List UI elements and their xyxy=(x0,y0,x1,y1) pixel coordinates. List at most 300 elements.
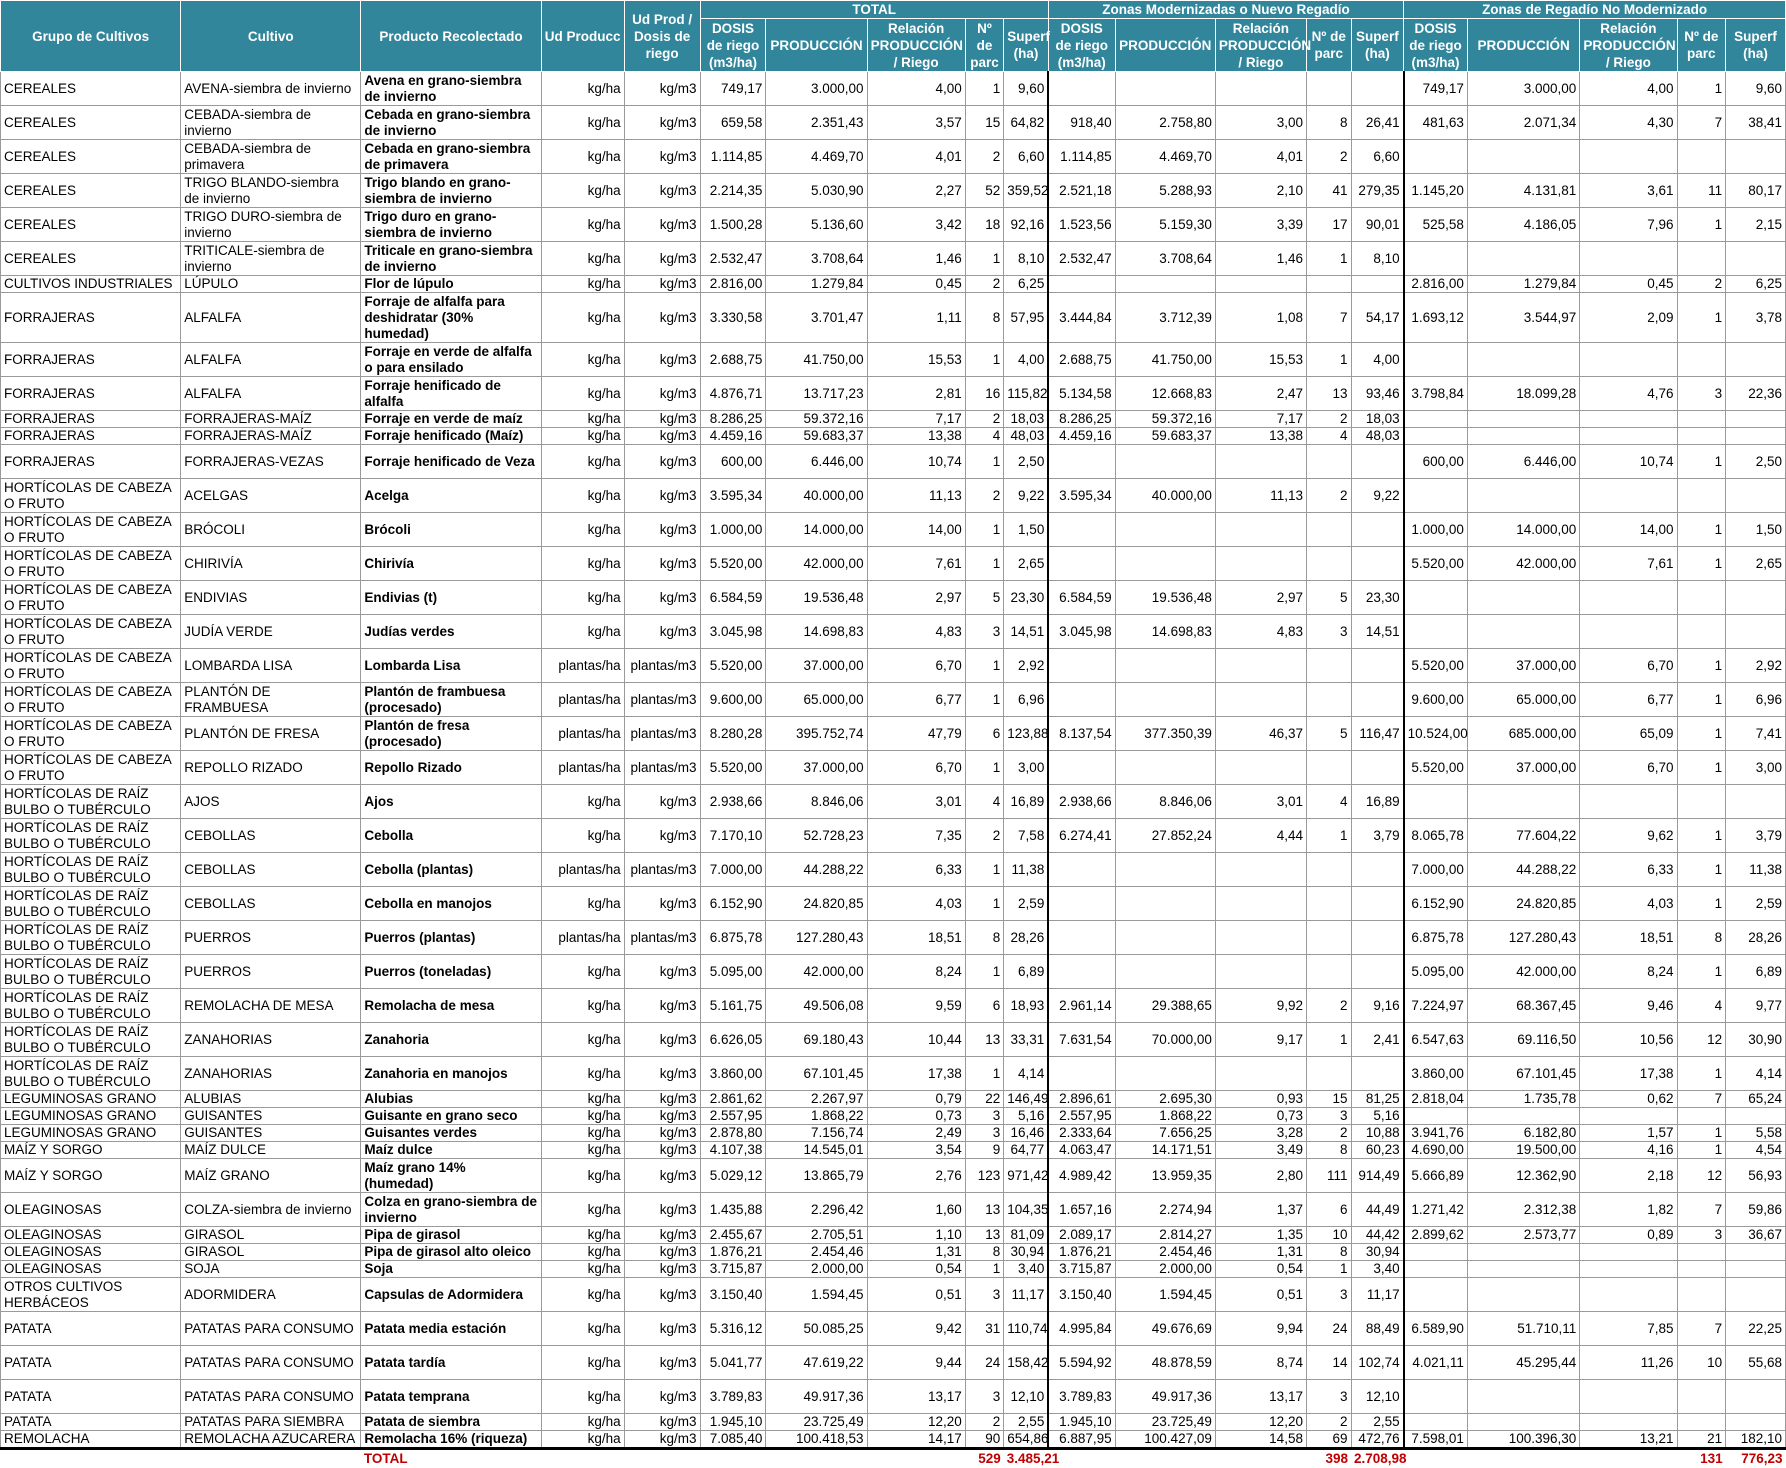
cell-modernizadas-relacion: 1,37 xyxy=(1215,1193,1306,1227)
cell-no-modernizado-produccion: 37.000,00 xyxy=(1467,751,1579,785)
cell-total-num-parc: 4 xyxy=(965,785,1003,819)
cell-no-modernizado-superf: 182,10 xyxy=(1726,1431,1786,1449)
cell-total-produccion: 2.454,46 xyxy=(766,1244,867,1261)
cell-cultivo: BRÓCOLI xyxy=(181,513,361,547)
cell-no-modernizado-num-parc xyxy=(1677,785,1726,819)
cell-total-num-parc: 24 xyxy=(965,1346,1003,1380)
cell-producto: Forraje henificado de Veza xyxy=(361,445,541,479)
cell-no-modernizado-num-parc: 1 xyxy=(1677,819,1726,853)
cell-no-modernizado-dosis: 1.693,12 xyxy=(1404,293,1468,343)
cell-ud-produccion: kg/ha xyxy=(541,819,624,853)
cell-no-modernizado-superf: 11,38 xyxy=(1726,853,1786,887)
cell-no-modernizado-relacion: 1,82 xyxy=(1580,1193,1677,1227)
cell-total-num-parc: 90 xyxy=(965,1431,1003,1449)
cell-modernizadas-produccion: 27.852,24 xyxy=(1115,819,1215,853)
cell-modernizadas-dosis: 5.134,58 xyxy=(1048,377,1115,411)
cell-cultivo: ACELGAS xyxy=(181,479,361,513)
cell-no-modernizado-relacion: 7,61 xyxy=(1580,547,1677,581)
cell-total-dosis: 3.715,87 xyxy=(700,1261,766,1278)
cell-producto: Avena en grano-siembra de invierno xyxy=(361,72,541,106)
cell-total-relacion: 13,38 xyxy=(867,428,965,445)
cell-cultivo: CEBOLLAS xyxy=(181,887,361,921)
cell-grupo: CEREALES xyxy=(1,174,181,208)
cell-no-modernizado-relacion: 7,96 xyxy=(1580,208,1677,242)
cell-total-superf: 158,42 xyxy=(1004,1346,1049,1380)
cell-modernizadas-num-parc: 4 xyxy=(1306,785,1351,819)
cell-modernizadas-dosis xyxy=(1048,887,1115,921)
cell-total-num-parc: 6 xyxy=(965,989,1003,1023)
cell-total-relacion: 10,74 xyxy=(867,445,965,479)
cell-producto: Cebolla xyxy=(361,819,541,853)
cell-no-modernizado-superf xyxy=(1726,1380,1786,1414)
cell-total-num-parc: 2 xyxy=(965,140,1003,174)
cell-total-superf: 2,59 xyxy=(1004,887,1049,921)
cell-modernizadas-superf xyxy=(1351,513,1404,547)
cell-no-modernizado-relacion: 13,21 xyxy=(1580,1431,1677,1449)
cell-producto: Patata tardía xyxy=(361,1346,541,1380)
cell-no-modernizado-num-parc: 1 xyxy=(1677,513,1726,547)
cell-modernizadas-superf: 9,16 xyxy=(1351,989,1404,1023)
cell-modernizadas-dosis: 2.333,64 xyxy=(1048,1125,1115,1142)
cell-no-modernizado-num-parc: 11 xyxy=(1677,174,1726,208)
cell-modernizadas-superf: 18,03 xyxy=(1351,411,1404,428)
cell-modernizadas-num-parc: 10 xyxy=(1306,1227,1351,1244)
cell-ud-dosis: kg/m3 xyxy=(624,1312,700,1346)
cell-modernizadas-dosis: 2.896,61 xyxy=(1048,1091,1115,1108)
cell-modernizadas-num-parc: 1 xyxy=(1306,343,1351,377)
cell-modernizadas-relacion: 3,28 xyxy=(1215,1125,1306,1142)
cell-total-relacion: 3,54 xyxy=(867,1142,965,1159)
cell-total-produccion: 69.180,43 xyxy=(766,1023,867,1057)
cell-total-relacion: 4,03 xyxy=(867,887,965,921)
cell-modernizadas-dosis: 7.631,54 xyxy=(1048,1023,1115,1057)
cell-producto: Endivias (t) xyxy=(361,581,541,615)
cell-modernizadas-superf: 8,10 xyxy=(1351,242,1404,276)
cell-ud-produccion: kg/ha xyxy=(541,1244,624,1261)
cell-modernizadas-produccion: 12.668,83 xyxy=(1115,377,1215,411)
cell-total-produccion: 2.351,43 xyxy=(766,106,867,140)
cell-ud-dosis: kg/m3 xyxy=(624,1431,700,1449)
table-row xyxy=(1,785,1786,819)
cell-ud-dosis: kg/m3 xyxy=(624,276,700,293)
cell-modernizadas-dosis: 3.595,34 xyxy=(1048,479,1115,513)
cell-modernizadas-dosis xyxy=(1048,683,1115,717)
cell-ud-dosis: plantas/m3 xyxy=(624,853,700,887)
cell-total-dosis: 1.945,10 xyxy=(700,1414,766,1431)
cell-total-dosis: 7.170,10 xyxy=(700,819,766,853)
cell-grupo: FORRAJERAS xyxy=(1,377,181,411)
cell-modernizadas-produccion: 1.868,22 xyxy=(1115,1108,1215,1125)
cell-total-superf: 6,25 xyxy=(1004,276,1049,293)
cell-modernizadas-num-parc: 15 xyxy=(1306,1091,1351,1108)
cell-modernizadas-dosis xyxy=(1048,276,1115,293)
cell-no-modernizado-num-parc: 1 xyxy=(1677,72,1726,106)
cell-modernizadas-produccion: 2.814,27 xyxy=(1115,1227,1215,1244)
cell-cultivo: FORRAJERAS-MAÍZ xyxy=(181,428,361,445)
cell-no-modernizado-produccion xyxy=(1467,242,1579,276)
cell-no-modernizado-dosis: 5.520,00 xyxy=(1404,649,1468,683)
cell-modernizadas-produccion xyxy=(1115,921,1215,955)
cell-no-modernizado-num-parc xyxy=(1677,1108,1726,1125)
cell-total-num-parc: 3 xyxy=(965,1125,1003,1142)
cell-producto: Cebolla (plantas) xyxy=(361,853,541,887)
cell-no-modernizado-dosis: 2.818,04 xyxy=(1404,1091,1468,1108)
cell-total-dosis: 6.584,59 xyxy=(700,581,766,615)
cell-total-num-parc: 15 xyxy=(965,106,1003,140)
cell-total-produccion: 4.469,70 xyxy=(766,140,867,174)
cell-ud-dosis: kg/m3 xyxy=(624,1261,700,1278)
table-row xyxy=(1,887,1786,921)
cell-no-modernizado-num-parc: 1 xyxy=(1677,445,1726,479)
cell-total-num-parc: 8 xyxy=(965,921,1003,955)
cell-total-superf: 6,60 xyxy=(1004,140,1049,174)
cell-no-modernizado-num-parc xyxy=(1677,242,1726,276)
cell-total-produccion: 41.750,00 xyxy=(766,343,867,377)
cell-modernizadas-num-parc: 6 xyxy=(1306,1193,1351,1227)
cell-no-modernizado-dosis xyxy=(1404,785,1468,819)
cell-total-num-parc: 13 xyxy=(965,1193,1003,1227)
cell-no-modernizado-dosis xyxy=(1404,343,1468,377)
modernizadas-total-superf: 2.708,98 xyxy=(1351,1449,1404,1468)
cell-ud-dosis: kg/m3 xyxy=(624,615,700,649)
subheader-no-modernizado-num-parc: Nº de parc xyxy=(1677,19,1726,72)
cell-ud-produccion: kg/ha xyxy=(541,513,624,547)
cell-total-num-parc: 22 xyxy=(965,1091,1003,1108)
cell-ud-produccion: plantas/ha xyxy=(541,751,624,785)
table-row xyxy=(1,1261,1786,1278)
cell-no-modernizado-produccion: 2.312,38 xyxy=(1467,1193,1579,1227)
cell-grupo: HORTÍCOLAS DE RAÍZ BULBO O TUBÉRCULO xyxy=(1,853,181,887)
cell-grupo: CEREALES xyxy=(1,106,181,140)
cell-no-modernizado-produccion: 18.099,28 xyxy=(1467,377,1579,411)
cell-no-modernizado-superf: 4,54 xyxy=(1726,1142,1786,1159)
cell-no-modernizado-dosis: 8.065,78 xyxy=(1404,819,1468,853)
cell-total-superf: 359,52 xyxy=(1004,174,1049,208)
cell-total-superf: 33,31 xyxy=(1004,1023,1049,1057)
cell-no-modernizado-superf xyxy=(1726,343,1786,377)
cell-producto: Patata de siembra xyxy=(361,1414,541,1431)
table-row xyxy=(1,1091,1786,1108)
cell-no-modernizado-superf: 80,17 xyxy=(1726,174,1786,208)
cell-no-modernizado-superf: 9,77 xyxy=(1726,989,1786,1023)
cell-modernizadas-produccion: 5.288,93 xyxy=(1115,174,1215,208)
cell-modernizadas-relacion: 3,39 xyxy=(1215,208,1306,242)
cell-total-produccion: 395.752,74 xyxy=(766,717,867,751)
cell-producto: Maíz dulce xyxy=(361,1142,541,1159)
cell-total-dosis: 5.041,77 xyxy=(700,1346,766,1380)
cell-no-modernizado-num-parc: 12 xyxy=(1677,1023,1726,1057)
cell-no-modernizado-num-parc: 1 xyxy=(1677,1057,1726,1091)
cell-no-modernizado-produccion xyxy=(1467,1244,1579,1261)
cell-modernizadas-superf: 3,40 xyxy=(1351,1261,1404,1278)
cell-grupo: CEREALES xyxy=(1,140,181,174)
cell-grupo: CEREALES xyxy=(1,208,181,242)
cell-modernizadas-superf: 12,10 xyxy=(1351,1380,1404,1414)
cell-no-modernizado-num-parc: 1 xyxy=(1677,547,1726,581)
cell-total-num-parc: 1 xyxy=(965,887,1003,921)
cell-no-modernizado-relacion: 4,16 xyxy=(1580,1142,1677,1159)
cell-modernizadas-produccion xyxy=(1115,445,1215,479)
cell-modernizadas-superf: 44,49 xyxy=(1351,1193,1404,1227)
cell-no-modernizado-dosis: 2.816,00 xyxy=(1404,276,1468,293)
cell-total-num-parc: 1 xyxy=(965,445,1003,479)
cell-modernizadas-superf: 6,60 xyxy=(1351,140,1404,174)
cell-producto: Puerros (toneladas) xyxy=(361,955,541,989)
table-row xyxy=(1,293,1786,343)
header-modernizadas-group: Zonas Modernizadas o Nuevo Regadío xyxy=(1048,1,1403,19)
cell-no-modernizado-produccion: 51.710,11 xyxy=(1467,1312,1579,1346)
cell-total-produccion: 24.820,85 xyxy=(766,887,867,921)
cell-no-modernizado-num-parc xyxy=(1677,343,1726,377)
cell-no-modernizado-superf: 2,15 xyxy=(1726,208,1786,242)
cell-modernizadas-superf: 90,01 xyxy=(1351,208,1404,242)
cell-no-modernizado-produccion: 42.000,00 xyxy=(1467,547,1579,581)
cell-modernizadas-superf xyxy=(1351,1057,1404,1091)
cell-no-modernizado-produccion: 65.000,00 xyxy=(1467,683,1579,717)
cell-total-produccion: 50.085,25 xyxy=(766,1312,867,1346)
cell-modernizadas-relacion xyxy=(1215,513,1306,547)
cell-cultivo: COLZA-siembra de invierno xyxy=(181,1193,361,1227)
cell-modernizadas-num-parc xyxy=(1306,751,1351,785)
cell-ud-dosis: kg/m3 xyxy=(624,1414,700,1431)
cell-cultivo: MAÍZ DULCE xyxy=(181,1142,361,1159)
table-row xyxy=(1,1431,1786,1449)
cell-ud-produccion: kg/ha xyxy=(541,106,624,140)
cell-total-superf: 57,95 xyxy=(1004,293,1049,343)
cell-no-modernizado-num-parc xyxy=(1677,428,1726,445)
cell-modernizadas-relacion xyxy=(1215,751,1306,785)
cell-total-superf: 81,09 xyxy=(1004,1227,1049,1244)
cell-modernizadas-relacion: 8,74 xyxy=(1215,1346,1306,1380)
cell-ud-produccion: kg/ha xyxy=(541,1193,624,1227)
cell-modernizadas-superf: 16,89 xyxy=(1351,785,1404,819)
cell-no-modernizado-superf xyxy=(1726,1278,1786,1312)
cell-ud-produccion: kg/ha xyxy=(541,1057,624,1091)
cell-total-dosis: 4.459,16 xyxy=(700,428,766,445)
cell-modernizadas-produccion xyxy=(1115,513,1215,547)
cell-modernizadas-num-parc: 5 xyxy=(1306,581,1351,615)
cell-no-modernizado-superf: 22,36 xyxy=(1726,377,1786,411)
cell-cultivo: GUISANTES xyxy=(181,1108,361,1125)
cell-grupo: MAÍZ Y SORGO xyxy=(1,1142,181,1159)
subheader-modernizadas-superf: Superf (ha) xyxy=(1351,19,1404,72)
cell-modernizadas-num-parc: 111 xyxy=(1306,1159,1351,1193)
cell-no-modernizado-superf: 3,78 xyxy=(1726,293,1786,343)
cell-total-dosis: 3.860,00 xyxy=(700,1057,766,1091)
cell-ud-dosis: kg/m3 xyxy=(624,1227,700,1244)
cell-total-relacion: 0,54 xyxy=(867,1261,965,1278)
cell-no-modernizado-relacion: 6,70 xyxy=(1580,649,1677,683)
cell-no-modernizado-produccion: 45.295,44 xyxy=(1467,1346,1579,1380)
cell-modernizadas-superf: 81,25 xyxy=(1351,1091,1404,1108)
cell-modernizadas-relacion: 0,93 xyxy=(1215,1091,1306,1108)
cell-no-modernizado-superf xyxy=(1726,1261,1786,1278)
cell-modernizadas-superf: 4,00 xyxy=(1351,343,1404,377)
cell-modernizadas-dosis: 6.887,95 xyxy=(1048,1431,1115,1449)
cell-modernizadas-dosis xyxy=(1048,921,1115,955)
cell-modernizadas-relacion: 9,17 xyxy=(1215,1023,1306,1057)
cell-total-produccion: 49.506,08 xyxy=(766,989,867,1023)
cell-total-relacion: 3,01 xyxy=(867,785,965,819)
cell-total-produccion: 2.267,97 xyxy=(766,1091,867,1108)
cell-ud-produccion: kg/ha xyxy=(541,581,624,615)
subheader-modernizadas-relacion: Relación PRODUCCIÓN / Riego xyxy=(1215,19,1306,72)
cell-cultivo: ZANAHORIAS xyxy=(181,1023,361,1057)
cell-total-superf: 48,03 xyxy=(1004,428,1049,445)
subheader-modernizadas-dosis: DOSIS de riego (m3/ha) xyxy=(1048,19,1115,72)
cell-cultivo: ALUBIAS xyxy=(181,1091,361,1108)
cell-producto: Forraje henificado (Maíz) xyxy=(361,428,541,445)
cell-cultivo: PUERROS xyxy=(181,921,361,955)
cell-modernizadas-dosis: 3.444,84 xyxy=(1048,293,1115,343)
cell-no-modernizado-produccion xyxy=(1467,1380,1579,1414)
cell-no-modernizado-relacion: 9,46 xyxy=(1580,989,1677,1023)
cell-cultivo: AVENA-siembra de invierno xyxy=(181,72,361,106)
table-row xyxy=(1,377,1786,411)
cell-total-relacion: 8,24 xyxy=(867,955,965,989)
cell-modernizadas-dosis: 1.657,16 xyxy=(1048,1193,1115,1227)
cell-modernizadas-produccion xyxy=(1115,853,1215,887)
cell-modernizadas-produccion: 377.350,39 xyxy=(1115,717,1215,751)
cell-total-relacion: 11,13 xyxy=(867,479,965,513)
cell-no-modernizado-dosis: 749,17 xyxy=(1404,72,1468,106)
cell-cultivo: PATATAS PARA CONSUMO xyxy=(181,1312,361,1346)
cell-modernizadas-num-parc: 2 xyxy=(1306,989,1351,1023)
cell-grupo: OTROS CULTIVOS HERBÁCEOS xyxy=(1,1278,181,1312)
cell-modernizadas-num-parc xyxy=(1306,853,1351,887)
cell-total-dosis: 5.520,00 xyxy=(700,547,766,581)
cell-grupo: REMOLACHA xyxy=(1,1431,181,1449)
cell-modernizadas-num-parc: 7 xyxy=(1306,293,1351,343)
cell-no-modernizado-produccion xyxy=(1467,411,1579,428)
cell-no-modernizado-num-parc: 1 xyxy=(1677,751,1726,785)
cell-modernizadas-dosis: 2.521,18 xyxy=(1048,174,1115,208)
cell-modernizadas-produccion: 14.171,51 xyxy=(1115,1142,1215,1159)
cell-modernizadas-num-parc: 1 xyxy=(1306,242,1351,276)
cell-modernizadas-produccion: 41.750,00 xyxy=(1115,343,1215,377)
cell-modernizadas-relacion xyxy=(1215,887,1306,921)
cell-modernizadas-produccion xyxy=(1115,887,1215,921)
cell-total-num-parc: 2 xyxy=(965,819,1003,853)
cell-modernizadas-produccion xyxy=(1115,649,1215,683)
cell-modernizadas-superf: 2,55 xyxy=(1351,1414,1404,1431)
cell-modernizadas-dosis: 4.995,84 xyxy=(1048,1312,1115,1346)
cell-modernizadas-superf: 60,23 xyxy=(1351,1142,1404,1159)
cell-modernizadas-num-parc: 14 xyxy=(1306,1346,1351,1380)
cell-no-modernizado-superf: 22,25 xyxy=(1726,1312,1786,1346)
cell-total-produccion: 2.000,00 xyxy=(766,1261,867,1278)
cell-total-produccion: 14.545,01 xyxy=(766,1142,867,1159)
cell-no-modernizado-produccion: 77.604,22 xyxy=(1467,819,1579,853)
cell-total-superf: 6,96 xyxy=(1004,683,1049,717)
cell-modernizadas-num-parc: 8 xyxy=(1306,106,1351,140)
cell-modernizadas-dosis: 918,40 xyxy=(1048,106,1115,140)
cell-total-dosis: 749,17 xyxy=(700,72,766,106)
cell-ud-produccion: kg/ha xyxy=(541,276,624,293)
table-row xyxy=(1,208,1786,242)
cell-total-produccion: 47.619,22 xyxy=(766,1346,867,1380)
cell-total-superf: 2,55 xyxy=(1004,1414,1049,1431)
cell-no-modernizado-produccion: 3.000,00 xyxy=(1467,72,1579,106)
cell-ud-produccion: kg/ha xyxy=(541,293,624,343)
cell-total-superf: 123,88 xyxy=(1004,717,1049,751)
cell-modernizadas-produccion: 59.372,16 xyxy=(1115,411,1215,428)
cell-modernizadas-num-parc: 2 xyxy=(1306,411,1351,428)
cell-no-modernizado-num-parc xyxy=(1677,140,1726,174)
cell-ud-produccion: kg/ha xyxy=(541,547,624,581)
cell-no-modernizado-superf: 1,50 xyxy=(1726,513,1786,547)
cell-no-modernizado-produccion xyxy=(1467,1278,1579,1312)
cell-ud-dosis: kg/m3 xyxy=(624,547,700,581)
cell-total-dosis: 4.876,71 xyxy=(700,377,766,411)
cell-modernizadas-superf: 11,17 xyxy=(1351,1278,1404,1312)
cell-modernizadas-relacion xyxy=(1215,72,1306,106)
cell-grupo: HORTÍCOLAS DE CABEZA O FRUTO xyxy=(1,717,181,751)
cell-modernizadas-superf: 3,79 xyxy=(1351,819,1404,853)
cell-ud-dosis: kg/m3 xyxy=(624,1125,700,1142)
cell-cultivo: TRIGO BLANDO-siembra de invierno xyxy=(181,174,361,208)
cell-modernizadas-relacion: 3,01 xyxy=(1215,785,1306,819)
modernizadas-total-num-parc: 398 xyxy=(1306,1449,1351,1468)
cell-modernizadas-relacion xyxy=(1215,547,1306,581)
cell-producto: Trigo duro en grano-siembra de invierno xyxy=(361,208,541,242)
cell-ud-produccion: kg/ha xyxy=(541,343,624,377)
cell-total-produccion: 14.698,83 xyxy=(766,615,867,649)
cell-total-dosis: 2.688,75 xyxy=(700,343,766,377)
cell-total-dosis: 5.029,12 xyxy=(700,1159,766,1193)
cell-no-modernizado-dosis: 5.520,00 xyxy=(1404,751,1468,785)
cell-modernizadas-num-parc xyxy=(1306,72,1351,106)
cell-cultivo: TRITICALE-siembra de invierno xyxy=(181,242,361,276)
cell-total-relacion: 14,17 xyxy=(867,1431,965,1449)
cell-grupo: HORTÍCOLAS DE CABEZA O FRUTO xyxy=(1,751,181,785)
cell-total-dosis: 6.152,90 xyxy=(700,887,766,921)
cell-total-produccion: 13.865,79 xyxy=(766,1159,867,1193)
cell-no-modernizado-num-parc xyxy=(1677,1261,1726,1278)
cell-total-produccion: 67.101,45 xyxy=(766,1057,867,1091)
cell-no-modernizado-dosis xyxy=(1404,1278,1468,1312)
cell-modernizadas-superf xyxy=(1351,887,1404,921)
cell-total-dosis: 3.789,83 xyxy=(700,1380,766,1414)
cell-total-dosis: 2.532,47 xyxy=(700,242,766,276)
cell-no-modernizado-superf: 9,60 xyxy=(1726,72,1786,106)
cell-no-modernizado-dosis: 7.224,97 xyxy=(1404,989,1468,1023)
cell-no-modernizado-relacion: 2,09 xyxy=(1580,293,1677,343)
cell-cultivo: CHIRIVÍA xyxy=(181,547,361,581)
cell-no-modernizado-produccion: 42.000,00 xyxy=(1467,955,1579,989)
cell-grupo: PATATA xyxy=(1,1346,181,1380)
cell-total-relacion: 17,38 xyxy=(867,1057,965,1091)
cell-cultivo: ALFALFA xyxy=(181,293,361,343)
cell-no-modernizado-dosis: 5.520,00 xyxy=(1404,547,1468,581)
cell-total-relacion: 1,60 xyxy=(867,1193,965,1227)
cell-modernizadas-superf: 10,88 xyxy=(1351,1125,1404,1142)
cell-ud-produccion: kg/ha xyxy=(541,377,624,411)
cell-no-modernizado-dosis: 3.798,84 xyxy=(1404,377,1468,411)
cell-modernizadas-dosis: 3.789,83 xyxy=(1048,1380,1115,1414)
cell-total-superf: 12,10 xyxy=(1004,1380,1049,1414)
cell-modernizadas-superf: 23,30 xyxy=(1351,581,1404,615)
cell-total-num-parc: 9 xyxy=(965,1142,1003,1159)
cell-producto: Plantón de frambuesa (procesado) xyxy=(361,683,541,717)
cell-modernizadas-superf: 30,94 xyxy=(1351,1244,1404,1261)
cell-total-produccion: 127.280,43 xyxy=(766,921,867,955)
cell-no-modernizado-dosis xyxy=(1404,411,1468,428)
cell-cultivo: CEBADA-siembra de invierno xyxy=(181,106,361,140)
cell-total-produccion: 49.917,36 xyxy=(766,1380,867,1414)
table-row xyxy=(1,1023,1786,1057)
cell-no-modernizado-relacion: 11,26 xyxy=(1580,1346,1677,1380)
